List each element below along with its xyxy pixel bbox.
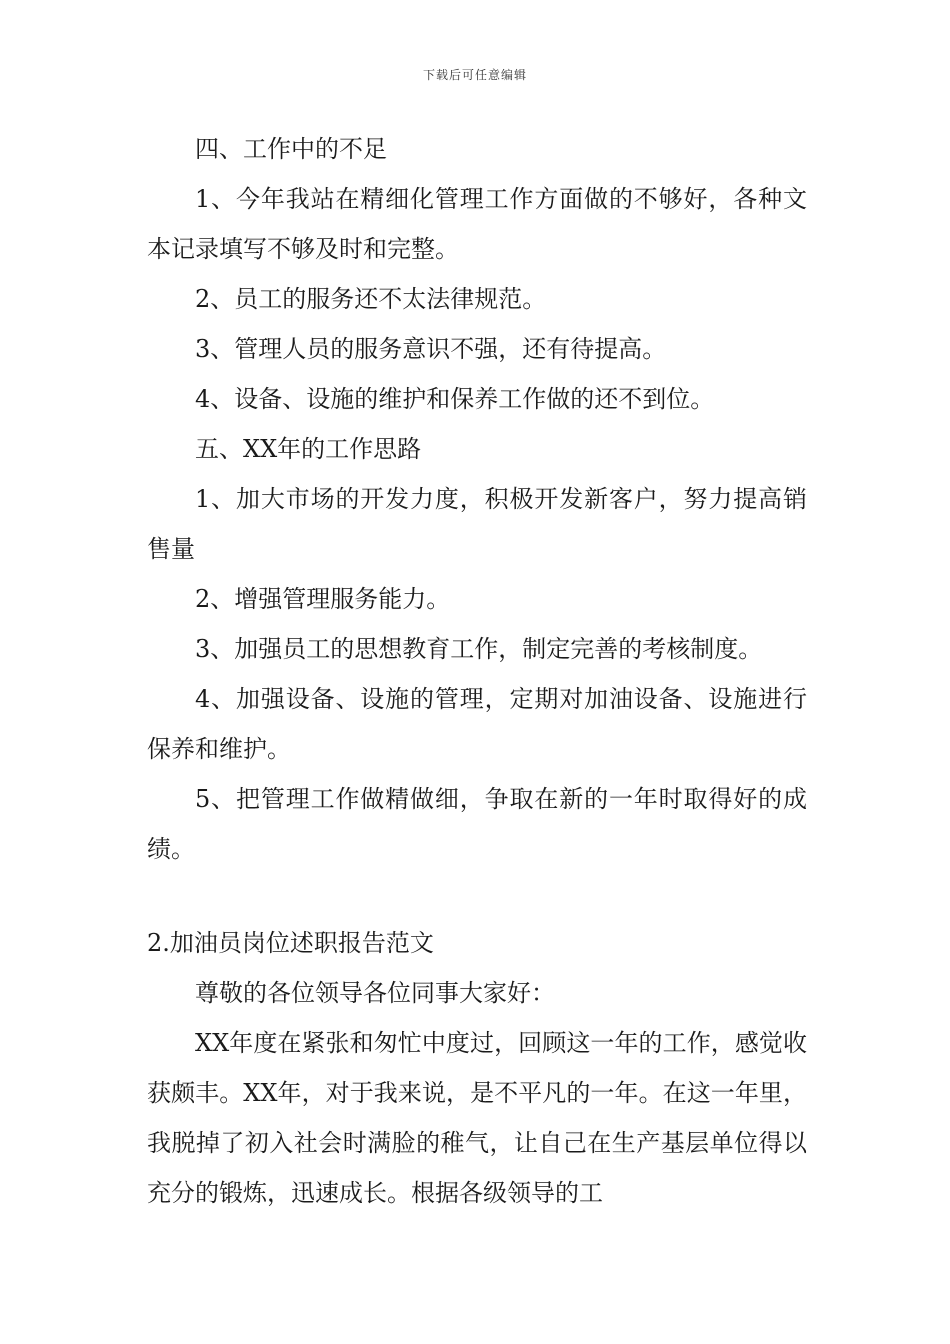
- section-heading-work-plan: 五、XX年的工作思路: [195, 435, 422, 463]
- paragraph: XX年度在紧张和匆忙中度过，回顾这一年的工作，感觉收获颇丰。XX年，对于我来说，是不平凡的一年。在这一年里，我脱掉了初入社会时满脸的稚气，让自己在生产基层单位得以充分的锻炼，迅速成长。根据各级领导的工: [147, 1029, 807, 1207]
- greeting: 尊敬的各位领导各位同事大家好：: [195, 979, 555, 1007]
- paragraph: 4、加强设备、设施的管理，定期对加油设备、设施进行保养和维护。: [147, 685, 807, 763]
- paragraph: 2、增强管理服务能力。: [195, 585, 451, 613]
- article-title: 2.加油员岗位述职报告范文: [147, 929, 434, 957]
- paragraph: 1、今年我站在精细化管理工作方面做的不够好，各种文本记录填写不够及时和完整。: [147, 185, 807, 263]
- document-body: [147, 124, 807, 1218]
- section-heading-shortcomings: 四、工作中的不足: [195, 135, 387, 163]
- paragraph: 3、管理人员的服务意识不强，还有待提高。: [195, 335, 667, 363]
- paragraph: 5、把管理工作做精做细，争取在新的一年时取得好的成绩。: [147, 785, 807, 863]
- paragraph: 2、员工的服务还不太法律规范。: [195, 285, 547, 313]
- paragraph: 4、设备、设施的维护和保养工作做的还不到位。: [195, 385, 715, 413]
- page-header: 下载后可任意编辑: [422, 68, 527, 82]
- paragraph: 1、加大市场的开发力度，积极开发新客户，努力提高销售量: [147, 485, 807, 563]
- paragraph: 3、加强员工的思想教育工作，制定完善的考核制度。: [195, 635, 763, 663]
